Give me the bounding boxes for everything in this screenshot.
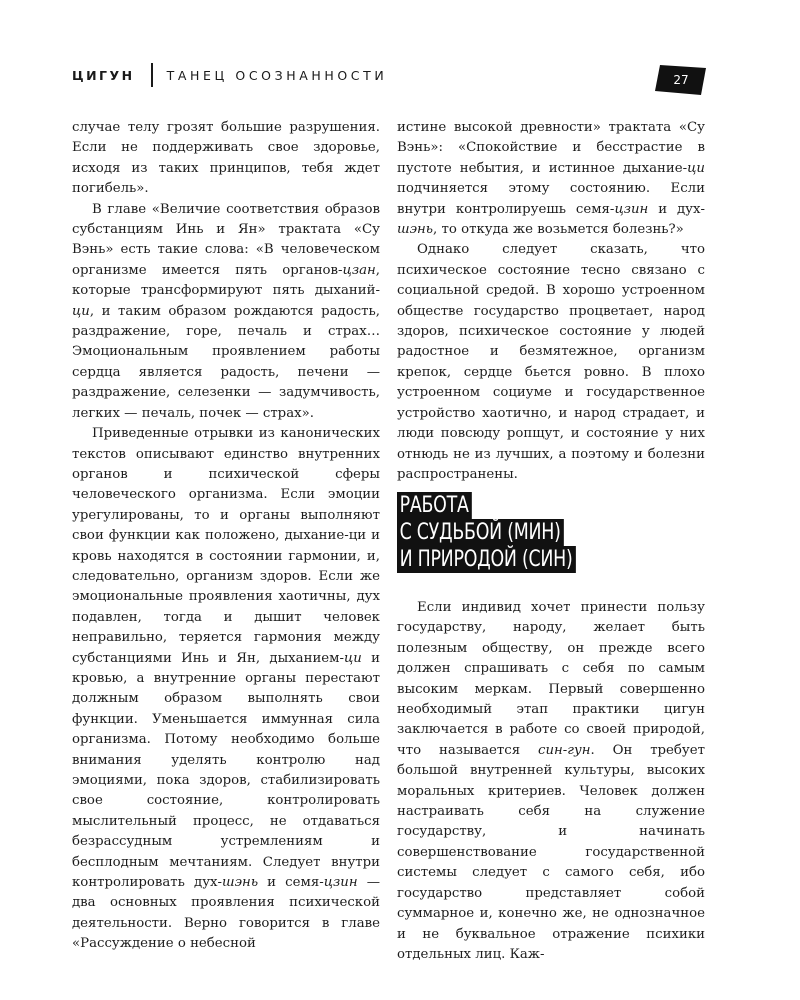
right-column-bottom xyxy=(397,598,705,965)
heading-line-1: РАБОТА xyxy=(397,492,472,519)
page-number-badge xyxy=(654,64,708,96)
running-header xyxy=(72,62,387,88)
left-paragraph-1: случае телу грозят большие разрушения. Если не поддерживать свое здоровье, исходя из таких принципов, тебя ждет погибель». xyxy=(72,120,380,197)
right-paragraph-1: истине высокой древности» трактата «Су Вэнь»: «Спокойствие и бесстрастие в пустоте небытия, и истинное дыхание-ци подчиняется этому состоянию. Если внутри контролируешь семя-цзин и дух-шэнь, то откуда же возьмется болезнь?» xyxy=(397,120,705,238)
heading-line-2: С СУДЬБОЙ (МИН) xyxy=(397,519,564,546)
left-paragraph-3: Приведенные отрывки из канонических текстов описывают единство внутренних органов и психической сферы человеческого организма. Если эмоции урегулированы, то и органы выполняют свои функции как положено, дыхание-ци и кровь находятся в состоянии гармонии, и, следовательно, организм здоров. Если же эмоциональные проявления хаотичны, дух подавлен, тогда и дышит человек неправильно, теряется гармония между субстанциями Инь и Ян, дыханием-ци и кровью, а внутренние органы перестают должным образом выполнять свои функции. Уменьшается иммунная сила организма. Потому необходимо больше внимания уделять контролю над эмоциями, пока здоров, стабилизировать свое состояние, контролировать мыслительный процесс, не отдаваться безрассудным устремлениям и бесплодным мечтаниям. Следует внутри контролировать дух-шэнь и семя-цзин — два основных проявления психической деятельности. Верно говорится в главе «Рассуждение о небесной xyxy=(72,426,381,952)
book-subtitle: ТАНЕЦ ОСОЗНАННОСТИ xyxy=(166,67,388,83)
left-paragraph-2: В главе «Величие соответствия образов субстанциям Инь и Ян» трактата «Су Вэнь» есть такие слова: «В человеческом организме имеется пять органов-цзан, которые трансформируют пять дыханий-ци, и таким образом рождаются радость, раздражение, горе, печаль и страх… Эмоциональным проявлением работы сердца является радость, печени — раздражение, селезенки — задумчивость, легких — печаль, почек — страх». xyxy=(72,201,380,421)
right-column-top xyxy=(397,118,705,485)
heading-line-3: И ПРИРОДОЙ (СИН) xyxy=(397,546,576,573)
right-paragraph-2: Однако следует сказать, что психическое состояние тесно связано с социальной средой. В хорошо устроенном обществе государство процветает, народ здоров, психическое состояние у людей радостное и безмятежное, организм крепок, сердце бьется ровно. В плохо устроенном социуме и государственное устройство хаотично, и народ страдает, и люди повсюду ропщут, и состояние у них отнюдь не из лучших, а поэтому и болезни распространены. xyxy=(397,242,705,482)
header-divider xyxy=(151,63,153,87)
book-title: ЦИГУН xyxy=(72,67,135,83)
section-heading xyxy=(397,492,657,573)
right-paragraph-3: Если индивид хочет принести пользу государству, народу, желает быть полезным обществу, он прежде всего должен спрашивать с себя по самым высоким меркам. Первый совершенно необходимый этап практики цигун заключается в работе со своей природой, что называется син-гун. Он требует большой внутренней культуры, высоких моральных критериев. Человек должен настраивать себя на служение государству, и начинать совершенствование государственной системы следует с самого себя, ибо государство представляет собой суммарное и, конечно же, не однозначное и не буквальное отражение психики отдельных лиц. Каж- xyxy=(397,600,705,962)
left-column xyxy=(72,118,380,955)
page-number: 27 xyxy=(673,73,689,87)
